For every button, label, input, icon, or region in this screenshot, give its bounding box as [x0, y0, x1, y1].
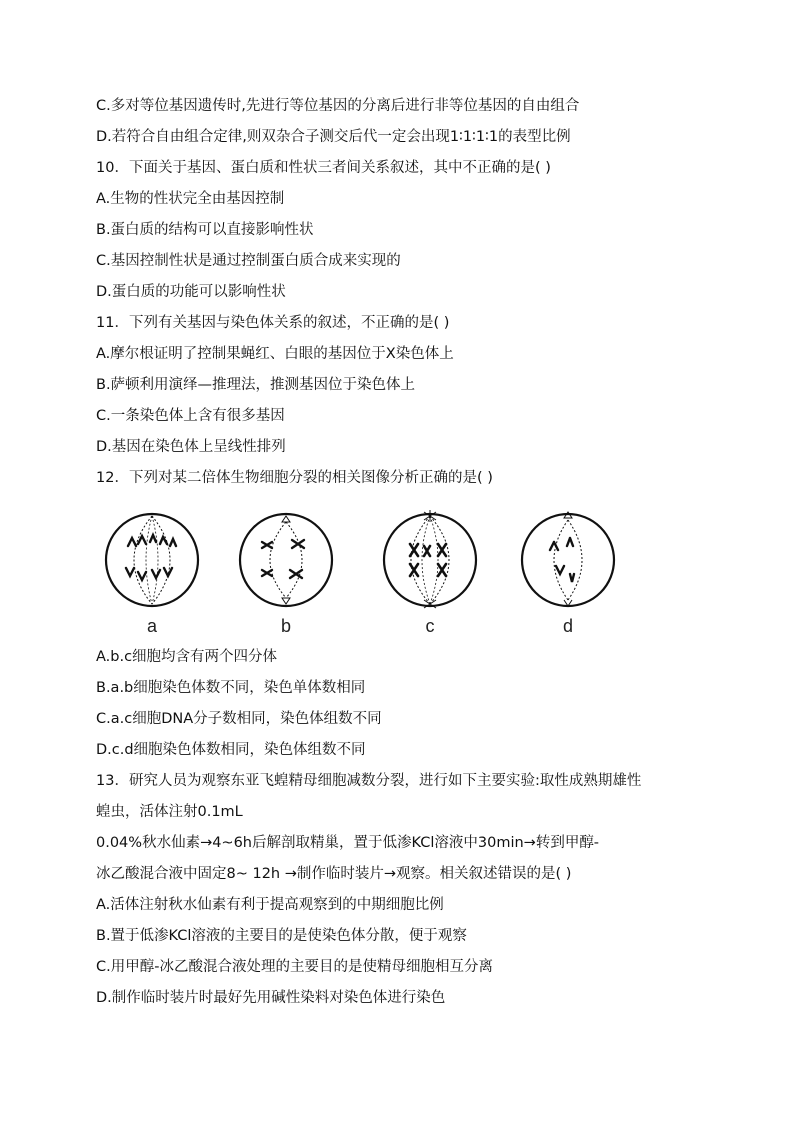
question-13-option-c: C.用甲醇-冰乙酸混合液处理的主要目的是使精母细胞相互分离 [96, 959, 493, 975]
cell-label-c: c [425, 616, 435, 636]
question-13-option-b: B.置于低渗KCl溶液的主要目的是使染色体分散，便于观察 [96, 928, 467, 944]
question-10-option-b: B.蛋白质的结构可以直接影响性状 [96, 222, 314, 238]
cell-a [106, 514, 198, 606]
question-13-option-d: D.制作临时装片时最好先用碱性染料对染色体进行染色 [96, 990, 446, 1006]
question-13-stem-line-1: 13．研究人员为观察东亚飞蝗精母细胞减数分裂，进行如下主要实验:取性成熟期雄性 [96, 773, 642, 789]
question-11-stem: 11．下列有关基因与染色体关系的叙述，不正确的是( ) [96, 315, 450, 331]
question-10-option-a: A.生物的性状完全由基因控制 [96, 191, 285, 207]
cell-b [240, 514, 332, 606]
question-9-option-d: D.若符合自由组合定律,则双杂合子测交后代一定会出现1∶1∶1∶1的表型比例 [96, 129, 571, 145]
cell-label-b: b [280, 616, 292, 636]
question-12-option-d: D.c.d细胞染色体数相同，染色体组数不同 [96, 742, 366, 758]
cell-division-figure [96, 508, 656, 638]
cell-c [384, 510, 476, 608]
cell-label-d: d [562, 616, 574, 636]
question-9-option-c: C.多对等位基因遗传时,先进行等位基因的分离后进行非等位基因的自由组合 [96, 98, 580, 114]
cell-label-a: a [146, 616, 158, 636]
question-10-stem: 10．下面关于基因、蛋白质和性状三者间关系叙述，其中不正确的是( ) [96, 160, 551, 176]
question-12-option-b: B.a.b细胞染色体数不同，染色单体数相同 [96, 680, 366, 696]
question-12-option-a: A.b.c细胞均含有两个四分体 [96, 649, 278, 665]
question-11-option-d: D.基因在染色体上呈线性排列 [96, 439, 286, 455]
question-10-option-c: C.基因控制性状是通过控制蛋白质合成来实现的 [96, 253, 401, 269]
question-13-option-a: A.活体注射秋水仙素有利于提高观察到的中期细胞比例 [96, 897, 444, 913]
question-12-stem: 12．下列对某二倍体生物细胞分裂的相关图像分析正确的是( ) [96, 470, 493, 486]
cell-d [522, 512, 614, 606]
question-10-option-d: D.蛋白质的功能可以影响性状 [96, 284, 286, 300]
question-11-option-c: C.一条染色体上含有很多基因 [96, 408, 285, 424]
question-13-stem-line-4: 冰乙酸混合液中固定8~ 12h →制作临时装片→观察。相关叙述错误的是( ) [96, 866, 572, 882]
question-13-stem-line-2: 蝗虫，活体注射0.1mL [96, 804, 243, 820]
question-11-option-b: B.萨顿利用演绎—推理法，推测基因位于染色体上 [96, 377, 416, 393]
question-13-stem-line-3: 0.04%秋水仙素→4~6h后解剖取精巢，置于低渗KCl溶液中30min→转到甲醇- [96, 835, 600, 851]
question-11-option-a: A.摩尔根证明了控制果蝇红、白眼的基因位于X染色体上 [96, 346, 454, 362]
question-12-option-c: C.a.c细胞DNA分子数相同，染色体组数不同 [96, 711, 382, 727]
